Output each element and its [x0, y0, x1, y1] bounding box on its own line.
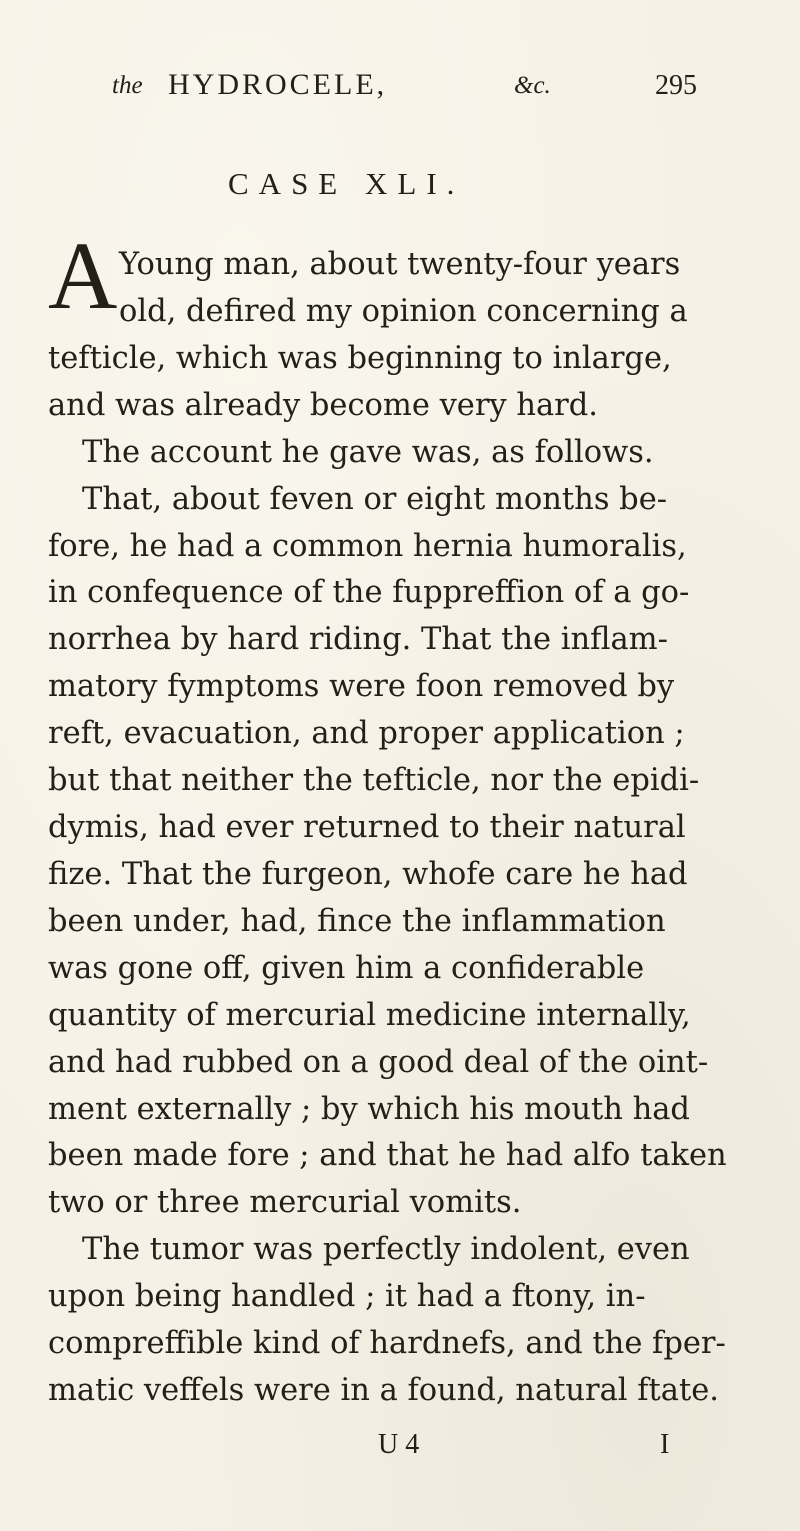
text-line: matic veffels were in a found, natural ftate.	[48, 1373, 719, 1408]
text-line: matory fymptoms were foon removed by	[48, 669, 675, 704]
text-line: quantity of mercurial medicine internally,	[48, 998, 691, 1033]
running-head	[112, 68, 702, 108]
page-number: 295	[655, 70, 697, 101]
text-line: and had rubbed on a good deal of the oint-	[48, 1045, 709, 1080]
text-line: The account he gave was, as follows.	[82, 435, 654, 470]
running-head-prefix: the	[112, 72, 143, 99]
text-line: upon being handled ; it had a ftony, in-	[48, 1279, 646, 1314]
text-line: and was already become very hard.	[48, 388, 598, 423]
running-head-title: HYDROCELE,	[168, 68, 388, 101]
running-head-suffix: &c.	[514, 72, 551, 99]
text-line: dymis, had ever returned to their natural	[48, 810, 686, 845]
catchword: I	[660, 1429, 670, 1460]
text-line: The tumor was perfectly indolent, even	[82, 1232, 690, 1267]
text-line: old, defired my opinion concerning a	[119, 294, 688, 329]
text-line: Young man, about twenty-four years	[119, 247, 681, 282]
text-line: tefticle, which was beginning to inlarge,	[48, 341, 672, 376]
text-line: fore, he had a common hernia humoralis,	[48, 529, 687, 564]
text-line: been under, had, fince the inflammation	[48, 904, 666, 939]
text-line: ment externally ; by which his mouth had	[48, 1092, 690, 1127]
text-line: in confequence of the fuppreffion of a go-	[48, 575, 690, 610]
text-line: fize. That the furgeon, whofe care he had	[48, 857, 688, 892]
text-line: That, about feven or eight months be-	[82, 482, 668, 517]
page-footer	[0, 1429, 800, 1469]
signature-mark: U 4	[378, 1429, 420, 1460]
case-heading: CASE XLI.	[228, 166, 465, 201]
text-line: was gone off, given him a confiderable	[48, 951, 645, 986]
text-line: norrhea by hard riding. That the inflam-	[48, 622, 668, 657]
text-line: compreffible kind of hardnefs, and the fper-	[48, 1326, 726, 1361]
text-line: two or three mercurial vomits.	[48, 1185, 522, 1220]
text-line: been made fore ; and that he had alfo taken	[48, 1138, 727, 1173]
text-line: reft, evacuation, and proper application ;	[48, 716, 685, 751]
drop-cap: A	[48, 222, 118, 329]
text-line: but that neither the tefticle, nor the epidi-	[48, 763, 700, 798]
